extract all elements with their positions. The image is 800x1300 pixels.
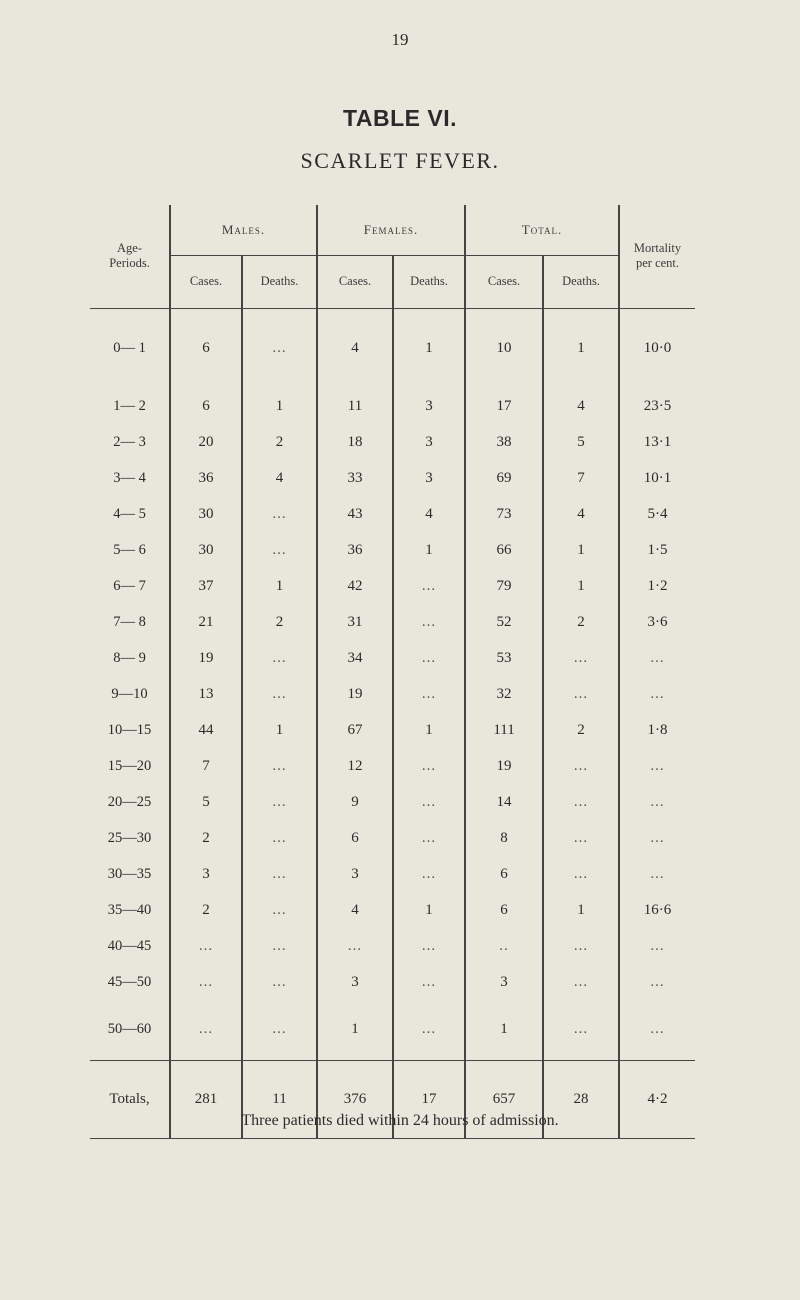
m-cases-cell: ... xyxy=(170,964,242,1000)
t-cases-cell: 6 xyxy=(465,856,543,892)
age-period-cell: 10—15 xyxy=(107,721,152,738)
table-row xyxy=(90,640,695,676)
f-deaths-cell: 1 xyxy=(393,712,465,748)
m-deaths-cell: ... xyxy=(242,784,317,820)
f-deaths-cell: 1 xyxy=(393,892,465,928)
mortality-cell: ... xyxy=(619,748,695,784)
mortality-cell: 1·2 xyxy=(619,568,695,604)
table-row xyxy=(90,496,695,532)
t-deaths-cell: ... xyxy=(543,856,619,892)
total-header: Total. xyxy=(465,205,619,255)
f-deaths-cell: ... xyxy=(393,928,465,964)
t-cases-cell: 10 xyxy=(465,308,543,388)
m-deaths-cell: 1 xyxy=(242,712,317,748)
f-cases-cell: 12 xyxy=(317,748,393,784)
m-cases-cell: 5 xyxy=(170,784,242,820)
t-deaths-cell: 4 xyxy=(543,496,619,532)
t-cases-cell: .. xyxy=(465,928,543,964)
females-header: Females. xyxy=(317,205,465,255)
t-deaths-cell: 1 xyxy=(543,892,619,928)
scarlet-fever-table xyxy=(90,205,695,1139)
t-cases-cell: 66 xyxy=(465,532,543,568)
age-period-cell: 40—45 xyxy=(107,937,152,954)
total-cases-header: Cases. xyxy=(465,255,543,308)
f-deaths-cell: ... xyxy=(393,748,465,784)
t-deaths-cell: ... xyxy=(543,676,619,712)
m-cases-cell: 37 xyxy=(170,568,242,604)
m-cases-cell: ... xyxy=(170,1000,242,1060)
males-header: Males. xyxy=(170,205,317,255)
m-deaths-cell: ... xyxy=(242,1000,317,1060)
m-cases-cell: 6 xyxy=(170,388,242,424)
f-cases-cell: 33 xyxy=(317,460,393,496)
f-deaths-cell: 3 xyxy=(393,424,465,460)
m-cases-cell: 13 xyxy=(170,676,242,712)
m-cases-cell: 2 xyxy=(170,892,242,928)
m-cases-cell: 44 xyxy=(170,712,242,748)
mortality-cell: 16·6 xyxy=(619,892,695,928)
f-cases-cell: 43 xyxy=(317,496,393,532)
m-deaths-cell: ... xyxy=(242,308,317,388)
age-period-cell: 3— 4 xyxy=(113,469,146,486)
totals-label: Totals, xyxy=(90,1060,170,1138)
totals-total-deaths: 28 xyxy=(543,1060,619,1138)
f-cases-cell: 4 xyxy=(317,308,393,388)
totals-females-deaths: 17 xyxy=(393,1060,465,1138)
mortality-cell: ... xyxy=(619,928,695,964)
f-deaths-cell: ... xyxy=(393,784,465,820)
mortality-cell: 1·5 xyxy=(619,532,695,568)
m-cases-cell: 36 xyxy=(170,460,242,496)
m-deaths-cell: 1 xyxy=(242,568,317,604)
table-row xyxy=(90,604,695,640)
m-cases-cell: 3 xyxy=(170,856,242,892)
table-subtitle: SCARLET FEVER. xyxy=(300,148,500,173)
m-deaths-cell: ... xyxy=(242,856,317,892)
totals-mortality: 4·2 xyxy=(619,1060,695,1138)
m-cases-cell: 19 xyxy=(170,640,242,676)
m-cases-cell: 20 xyxy=(170,424,242,460)
age-periods-header: Age- Periods. xyxy=(109,241,150,271)
mortality-header: Mortality per cent. xyxy=(619,205,695,308)
f-deaths-cell: ... xyxy=(393,604,465,640)
t-deaths-cell: 2 xyxy=(543,604,619,640)
t-cases-cell: 69 xyxy=(465,460,543,496)
t-cases-cell: 111 xyxy=(465,712,543,748)
m-deaths-cell: ... xyxy=(242,748,317,784)
table-row xyxy=(90,748,695,784)
mortality-cell: 1·8 xyxy=(619,712,695,748)
t-cases-cell: 53 xyxy=(465,640,543,676)
m-cases-cell: 30 xyxy=(170,532,242,568)
m-deaths-cell: 1 xyxy=(242,388,317,424)
page-number: 19 xyxy=(391,30,409,49)
footnote: Three patients died within 24 hours of admission. xyxy=(241,1112,559,1129)
age-period-cell: 5— 6 xyxy=(113,541,146,558)
t-deaths-cell: 7 xyxy=(543,460,619,496)
table-row xyxy=(90,820,695,856)
f-cases-cell: 36 xyxy=(317,532,393,568)
age-period-cell: 6— 7 xyxy=(113,577,146,594)
t-deaths-cell: 4 xyxy=(543,388,619,424)
m-cases-cell: 21 xyxy=(170,604,242,640)
m-deaths-cell: ... xyxy=(242,892,317,928)
f-cases-cell: 42 xyxy=(317,568,393,604)
f-cases-cell: 11 xyxy=(317,388,393,424)
mortality-cell: ... xyxy=(619,676,695,712)
f-deaths-cell: ... xyxy=(393,964,465,1000)
females-cases-header: Cases. xyxy=(317,255,393,308)
mortality-cell: ... xyxy=(619,640,695,676)
t-cases-cell: 1 xyxy=(465,1000,543,1060)
m-deaths-cell: ... xyxy=(242,496,317,532)
m-deaths-cell: 2 xyxy=(242,424,317,460)
t-cases-cell: 17 xyxy=(465,388,543,424)
t-cases-cell: 3 xyxy=(465,964,543,1000)
age-period-cell: 30—35 xyxy=(107,865,152,882)
f-cases-cell: 67 xyxy=(317,712,393,748)
totals-total-cases: 657 xyxy=(465,1060,543,1138)
mortality-cell: 23·5 xyxy=(619,388,695,424)
m-deaths-cell: 4 xyxy=(242,460,317,496)
age-period-cell: 1— 2 xyxy=(113,397,146,414)
f-deaths-cell: ... xyxy=(393,676,465,712)
totals-females-cases: 376 xyxy=(317,1060,393,1138)
age-period-cell: 15—20 xyxy=(107,757,152,774)
f-deaths-cell: ... xyxy=(393,856,465,892)
age-period-cell: 2— 3 xyxy=(113,433,146,450)
f-cases-cell: 1 xyxy=(317,1000,393,1060)
m-deaths-cell: ... xyxy=(242,820,317,856)
m-deaths-cell: ... xyxy=(242,640,317,676)
t-deaths-cell: ... xyxy=(543,748,619,784)
table-row xyxy=(90,1000,695,1060)
m-cases-cell: 30 xyxy=(170,496,242,532)
males-cases-header: Cases. xyxy=(170,255,242,308)
f-cases-cell: 34 xyxy=(317,640,393,676)
table-row xyxy=(90,964,695,1000)
f-deaths-cell: ... xyxy=(393,568,465,604)
mortality-cell: ... xyxy=(619,820,695,856)
m-cases-cell: 2 xyxy=(170,820,242,856)
age-period-cell: 20—25 xyxy=(107,793,152,810)
t-deaths-cell: ... xyxy=(543,1000,619,1060)
table-row xyxy=(90,676,695,712)
age-period-cell: 25—30 xyxy=(107,829,152,846)
t-deaths-cell: 1 xyxy=(543,568,619,604)
t-cases-cell: 19 xyxy=(465,748,543,784)
f-deaths-cell: ... xyxy=(393,1000,465,1060)
mortality-cell: ... xyxy=(619,784,695,820)
m-cases-cell: 6 xyxy=(170,308,242,388)
f-deaths-cell: ... xyxy=(393,820,465,856)
m-deaths-cell: ... xyxy=(242,964,317,1000)
age-period-cell: 50—60 xyxy=(107,1021,152,1038)
age-period-cell: 8— 9 xyxy=(113,649,146,666)
males-deaths-header: Deaths. xyxy=(242,255,317,308)
age-period-cell: 45—50 xyxy=(107,973,152,990)
f-deaths-cell: ... xyxy=(393,640,465,676)
mortality-cell: ... xyxy=(619,1000,695,1060)
mortality-cell: 10·0 xyxy=(619,308,695,388)
mortality-cell: 10·1 xyxy=(619,460,695,496)
t-cases-cell: 38 xyxy=(465,424,543,460)
mortality-cell: ... xyxy=(619,856,695,892)
mortality-cell: 3·6 xyxy=(619,604,695,640)
f-cases-cell: 18 xyxy=(317,424,393,460)
t-cases-cell: 8 xyxy=(465,820,543,856)
table-row xyxy=(90,460,695,496)
totals-males-cases: 281 xyxy=(170,1060,242,1138)
t-cases-cell: 73 xyxy=(465,496,543,532)
age-period-cell: 4— 5 xyxy=(113,505,146,522)
f-deaths-cell: 3 xyxy=(393,460,465,496)
m-cases-cell: 7 xyxy=(170,748,242,784)
mortality-cell: 13·1 xyxy=(619,424,695,460)
f-cases-cell: 4 xyxy=(317,892,393,928)
t-deaths-cell: ... xyxy=(543,784,619,820)
table-body xyxy=(90,308,695,1060)
table-row xyxy=(90,712,695,748)
f-cases-cell: 31 xyxy=(317,604,393,640)
females-deaths-header: Deaths. xyxy=(393,255,465,308)
m-deaths-cell: ... xyxy=(242,532,317,568)
table-row xyxy=(90,532,695,568)
t-deaths-cell: 5 xyxy=(543,424,619,460)
t-deaths-cell: ... xyxy=(543,928,619,964)
table-row xyxy=(90,856,695,892)
f-cases-cell: 6 xyxy=(317,820,393,856)
table-row xyxy=(90,892,695,928)
age-period-cell: 9—10 xyxy=(111,685,148,702)
t-deaths-cell: 2 xyxy=(543,712,619,748)
age-period-cell: 35—40 xyxy=(107,901,152,918)
t-cases-cell: 32 xyxy=(465,676,543,712)
f-deaths-cell: 1 xyxy=(393,308,465,388)
age-period-cell: 7— 8 xyxy=(113,613,146,630)
f-cases-cell: ... xyxy=(317,928,393,964)
table-title: TABLE VI. xyxy=(343,105,457,131)
table-row xyxy=(90,424,695,460)
t-cases-cell: 6 xyxy=(465,892,543,928)
t-deaths-cell: 1 xyxy=(543,532,619,568)
f-cases-cell: 3 xyxy=(317,964,393,1000)
age-period-cell: 0— 1 xyxy=(90,308,170,388)
f-deaths-cell: 4 xyxy=(393,496,465,532)
f-cases-cell: 3 xyxy=(317,856,393,892)
t-cases-cell: 52 xyxy=(465,604,543,640)
table-row xyxy=(90,784,695,820)
t-deaths-cell: ... xyxy=(543,964,619,1000)
t-deaths-cell: ... xyxy=(543,640,619,676)
f-cases-cell: 9 xyxy=(317,784,393,820)
t-cases-cell: 14 xyxy=(465,784,543,820)
m-deaths-cell: ... xyxy=(242,676,317,712)
total-deaths-header: Deaths. xyxy=(543,255,619,308)
table-row xyxy=(90,928,695,964)
totals-males-deaths: 11 xyxy=(242,1060,317,1138)
m-cases-cell: ... xyxy=(170,928,242,964)
t-cases-cell: 79 xyxy=(465,568,543,604)
mortality-cell: ... xyxy=(619,964,695,1000)
t-deaths-cell: ... xyxy=(543,820,619,856)
m-deaths-cell: 2 xyxy=(242,604,317,640)
f-deaths-cell: 3 xyxy=(393,388,465,424)
table-row xyxy=(90,388,695,424)
table-row xyxy=(90,568,695,604)
m-deaths-cell: ... xyxy=(242,928,317,964)
f-cases-cell: 19 xyxy=(317,676,393,712)
f-deaths-cell: 1 xyxy=(393,532,465,568)
table-row xyxy=(90,308,695,388)
mortality-cell: 5·4 xyxy=(619,496,695,532)
t-deaths-cell: 1 xyxy=(543,308,619,388)
